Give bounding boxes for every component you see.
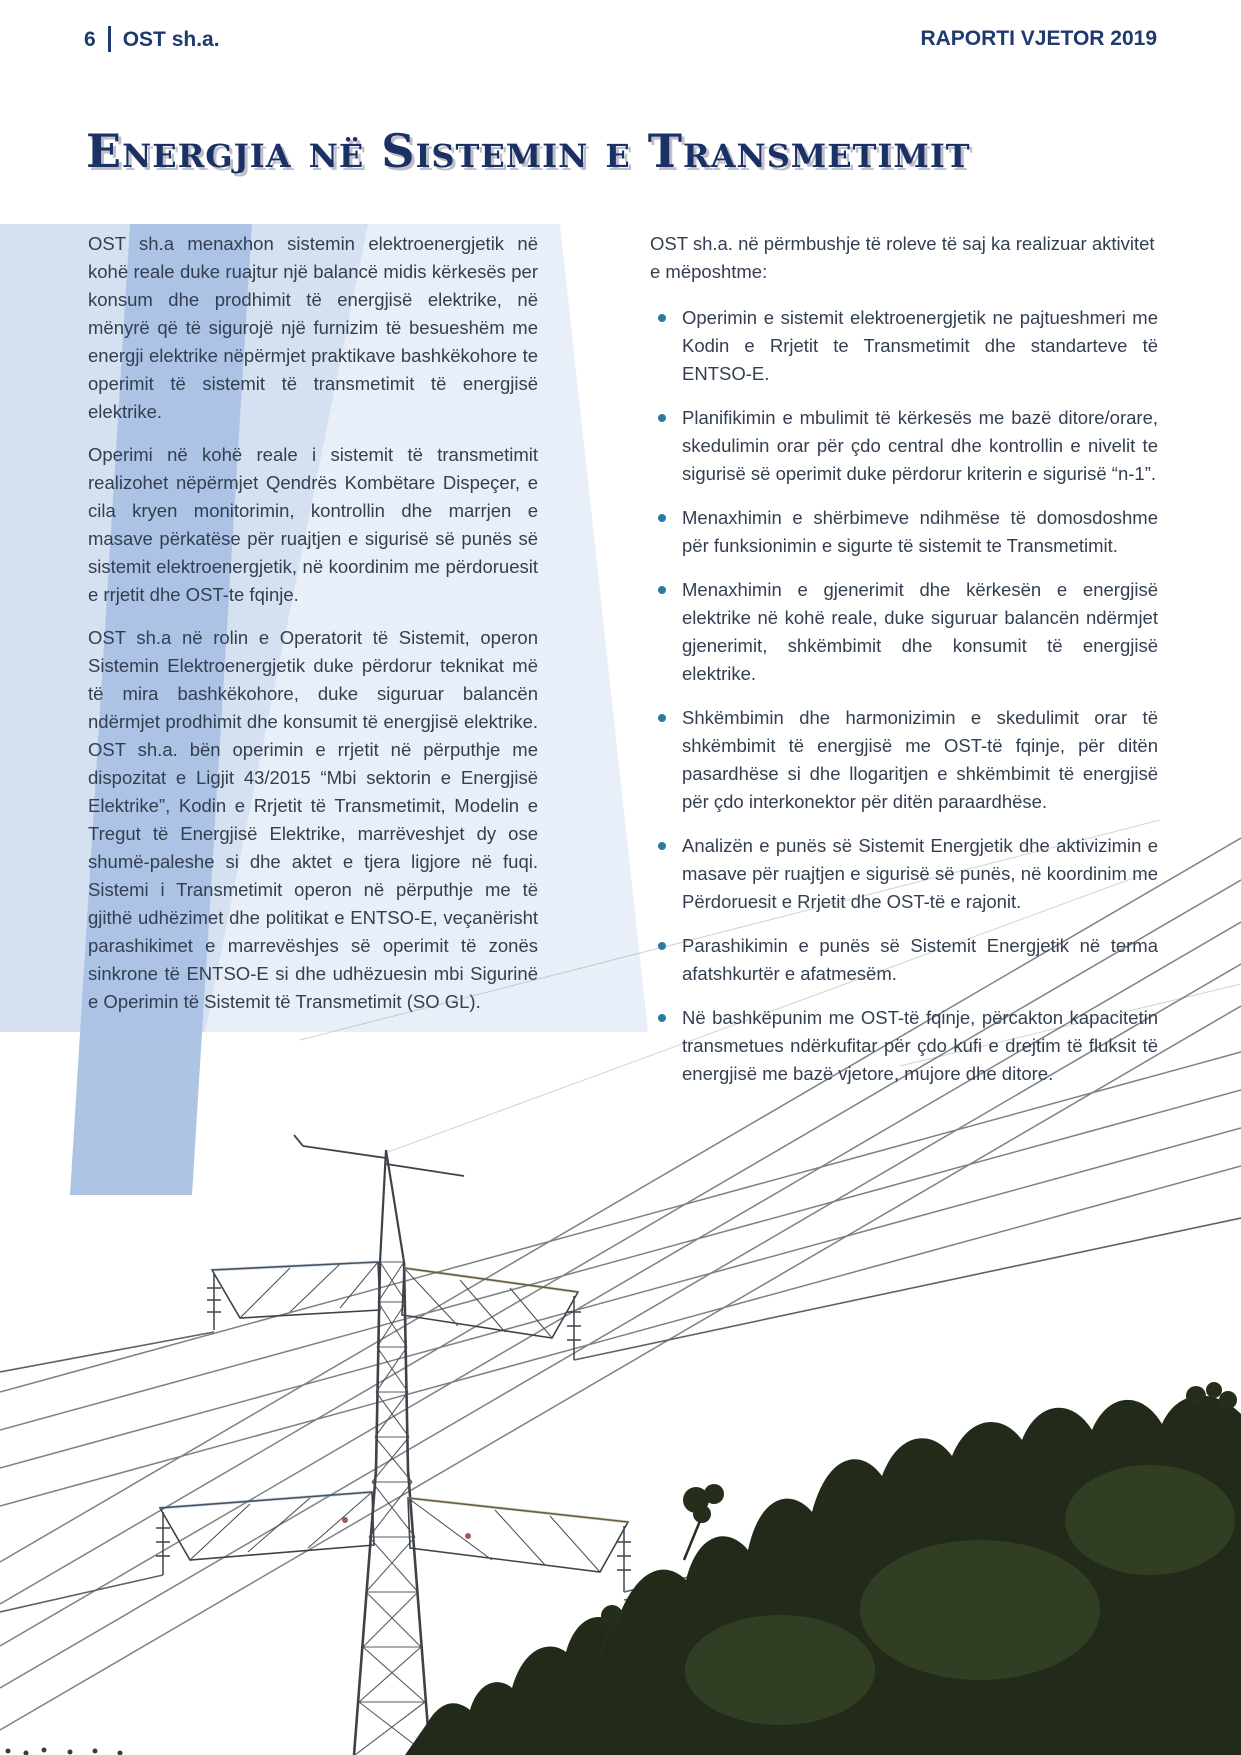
paragraph: OST sh.a në rolin e Operatorit të Sistemit, operon Sistemin Elektroenergjetik duke përdorur teknikat më të mira bashkëkohore, duke siguruar balancën ndërmjet prodhimit dhe konsumit të energjisë elektrike. OST sh.a. bën operimin e rrjetit në përputhje me dispozitat e Ligjit 43/2015 “Mbi sektorin e Energjisë Elektrike”, Kodin e Rrjetit të Transmetimit, Modelin e Tregut të Energjisë Elektrike, marrëveshjet dy ose shumë-paleshe si dhe aktet e tjera ligjore në fuqi. Sistemi i Transmetimit operon në përputhje me të gjithë udhëzimet dhe politikat e ENTSO-E, veçanërisht parashikimet e marrevëshjes së operimit të zonës sinkrone të ENTSO-E si dhe udhëzuesin mbi Sigurinë e Operimin të Sistemit të Transmetimit (SO GL). [88,627,538,1012]
bullet-dot-icon [658,942,666,950]
company-name: OST sh.a. [122,28,220,51]
paragraph: Operimi në kohë reale i sistemit të transmetimit realizohet nëpërmjet Qendrës Kombëtare Dispeçer, e cila kryen monitorimin, kontrollin dhe marrjen e masave përkatëse për ruajtjen e sigurisë së punës së sistemit elektroenergjetik, në koordinim me përdoruesit e rrjetit dhe OST-te fqinje. [88,444,538,605]
list-item: Operimin e sistemit elektroenergjetik ne pajtueshmeri me Kodin e Rrjetit te Transmetimit dhe standarteve të ENTSO-E. [650,304,1158,388]
bullet-dot-icon [658,514,666,522]
left-column [88,230,538,1104]
bullet-dot-icon [658,842,666,850]
page-header [84,26,1157,52]
bullet-dot-icon [658,414,666,422]
paragraph: OST sh.a menaxhon sistemin elektroenergjetik në kohë reale duke ruajtur një balancë midis kërkesës per konsum dhe prodhimit të energjisë elektrike, në mënyrë që të sigurojë një furnizim të besueshëm me energji elektrike nëpërmjet praktikave bashkëkohore te operimit të sistemit të transmetimit të energjisë elektrike. [88,233,538,422]
list-item: Analizën e punës së Sistemit Energjetik dhe aktivizimin e masave për ruajtjen e sigurisë së punës, në koordinim me Përdoruesit e Rrjetit dhe OST-të e rajonit. [650,832,1158,916]
body-columns [88,230,1158,1104]
header-divider [108,26,111,52]
right-column [650,230,1158,1104]
ground-specks [6,1748,123,1755]
bullet-dot-icon [658,1014,666,1022]
report-title: RAPORTI VJETOR 2019 [920,27,1157,50]
list-item: Menaxhimin e shërbimeve ndihmëse të domosdoshme për funksionimin e sigurte të sistemit te Transmetimit. [650,504,1158,560]
header-left [84,26,220,52]
page-title: Energjia në Sistemin e Transmetimit [86,124,971,178]
intro-paragraph: OST sh.a. në përmbushje të roleve të saj ka realizuar aktivitet e mëposhtme: [650,233,1155,282]
bullet-dot-icon [658,314,666,322]
list-item: Menaxhimin e gjenerimit dhe kërkesën e energjisë elektrike në kohë reale, duke siguruar balancën ndërmjet gjenerimit, shkëmbimit dhe konsumit të energjisë elektrike. [650,576,1158,688]
activities-list [650,304,1158,1088]
bullet-dot-icon [658,714,666,722]
page-number: 6 [84,28,96,51]
list-item: Në bashkëpunim me OST-të fqinje, përcakton kapacitetin transmetues ndërkufitar për çdo kufi e drejtim të fluksit të energjisë me bazë vjetore, mujore dhe ditore. [650,1004,1158,1088]
list-item: Planifikimin e mbulimit të kërkesës me bazë ditore/orare, skedulimin orar për çdo central dhe kontrollin e nivelit te sigurisë së operimit duke përdorur kriterin e sigurisë “n-1”. [650,404,1158,488]
list-item: Parashikimin e punës së Sistemit Energjetik në terma afatshkurtër e afatmesëm. [650,932,1158,988]
bullet-dot-icon [658,586,666,594]
list-item: Shkëmbimin dhe harmonizimin e skedulimit orar të shkëmbimit të energjisë me OST-të fqinje, për ditën pasardhëse si dhe llogaritjen e shkëmbimit të energjisë për çdo interkonektor për ditën paraardhëse. [650,704,1158,816]
